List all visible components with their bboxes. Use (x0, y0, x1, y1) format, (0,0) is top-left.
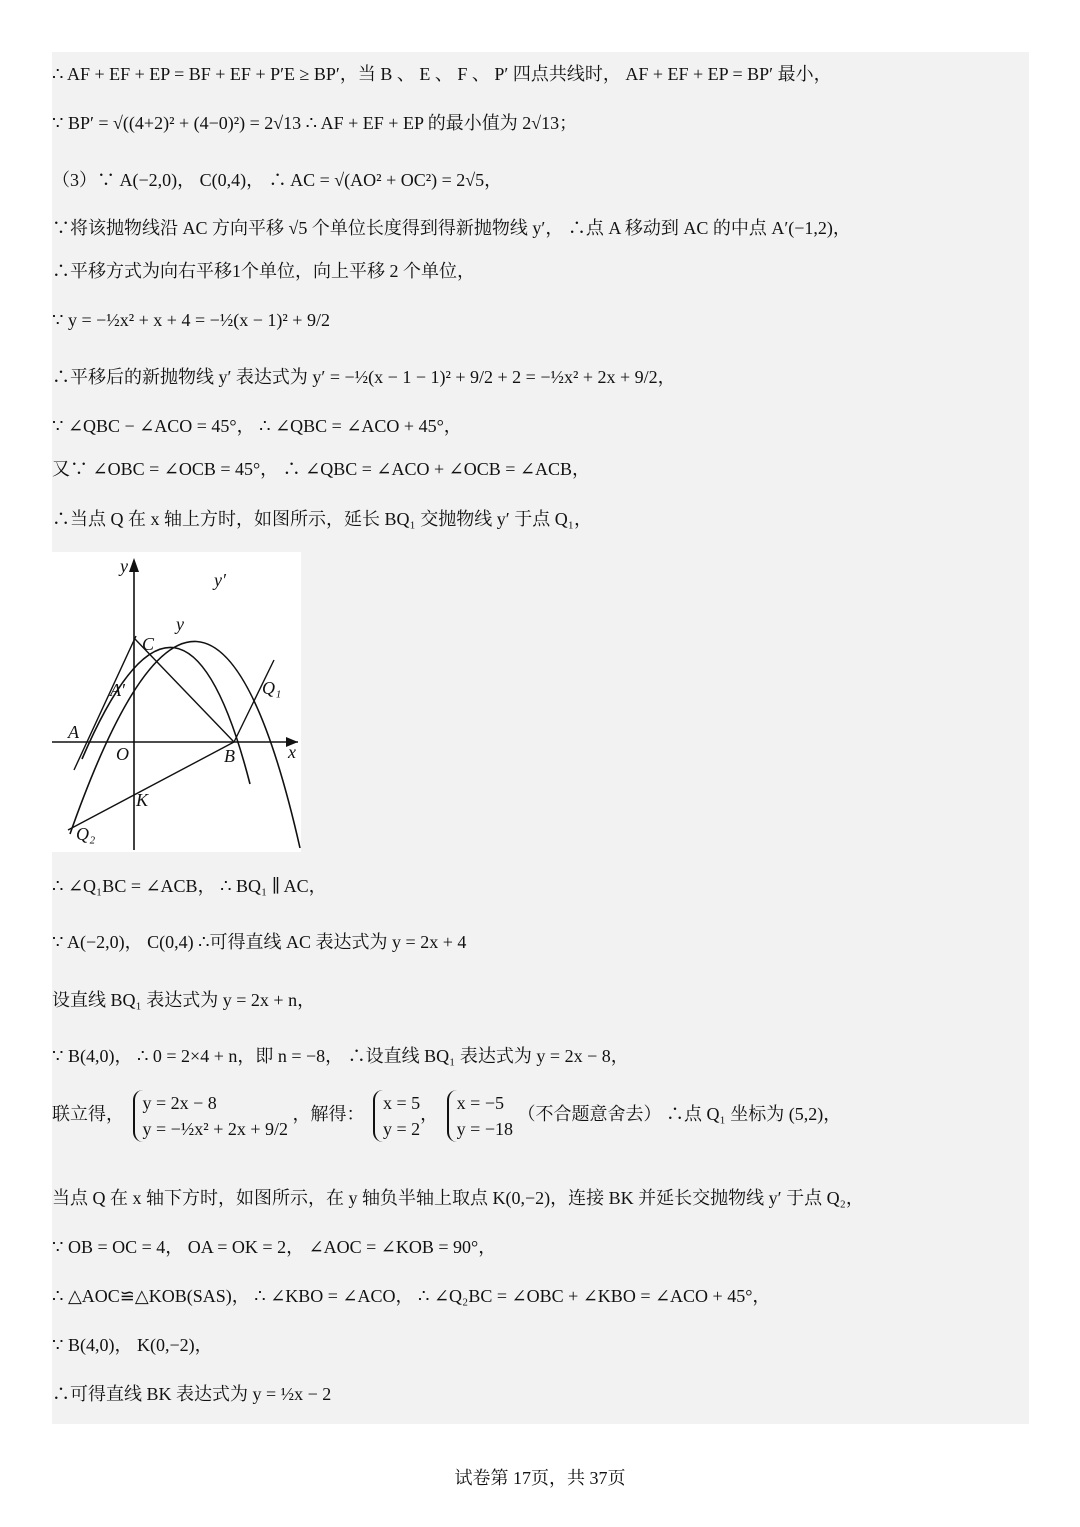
text-line-3: （3）∵ A(−2,0)， C(0,4)， ∴ AC = √(AO² + OC²) = 2√5， (52, 170, 503, 190)
label-c: C (142, 634, 155, 654)
solution-2-x: x = −5 (456, 1093, 504, 1113)
label-b: B (224, 746, 235, 766)
text-line-12: ∵ A(−2,0)， C(0,4) ∴可得直线 AC 表达式为 y = 2x + 4 (52, 932, 467, 952)
system-block: 联立得， y = 2x − 8 y = −½x² + 2x + 9/2 ，解得： x = 5 y = 2 ， x = −5 y = −18 （不合题意舍去） ∴点 Q₁ 坐标为 (5,2)， (52, 1090, 841, 1142)
label-q2: Q₂ (76, 824, 96, 844)
parabola-figure (52, 552, 301, 852)
label-q1: Q₁ (262, 678, 282, 698)
label-y-prime: y′ (214, 570, 226, 590)
solution-1-y: y = 2 (383, 1119, 421, 1139)
text-line-17: ∴ △AOC≌△KOB(SAS)， ∴ ∠KBO = ∠ACO， ∴ ∠Q₂BC = ∠OBC + ∠KBO = ∠ACO + 45°， (52, 1286, 771, 1306)
system-eq1: y = 2x − 8 (142, 1093, 217, 1113)
solution-note: （不合题意舍去） (517, 1104, 662, 1125)
text-line-8: ∵ ∠QBC − ∠ACO = 45°， ∴ ∠QBC = ∠ACO + 45°， (52, 416, 462, 436)
text-line-1: ∴ AF + EF + EP = BF + EF + P′E ≥ BP′，当 B 、 E 、 F 、 P′ 四点共线时， AF + EF + EP = BP′ 最小， (52, 64, 832, 84)
system-equations (133, 1090, 289, 1142)
label-k: K (136, 790, 149, 810)
label-x-axis: x (288, 742, 296, 762)
text-line-15: 当点 Q 在 x 轴下方时，如图所示，在 y 轴负半轴上取点 K(0,−2)，连接 BK 并延长交抛物线 y′ 于点 Q₂， (52, 1188, 864, 1208)
solution-1 (373, 1090, 420, 1142)
text-line-2: ∵ BP′ = √((4+2)² + (4−0)²) = 2√13 ∴ AF + EF + EP 的最小值为 2√13； (52, 113, 578, 133)
solution-conclusion: ∴点 Q₁ 坐标为 (5,2)， (665, 1104, 842, 1125)
label-o: O (116, 744, 129, 764)
page-footer: 试卷第 17页，共 37页 (454, 1468, 626, 1488)
text-line-16: ∵ OB = OC = 4， OA = OK = 2， ∠AOC = ∠KOB = 90°， (52, 1237, 497, 1257)
label-a-prime: A′ (110, 680, 125, 700)
text-line-10: ∴当点 Q 在 x 轴上方时，如图所示，延长 BQ₁ 交抛物线 y′ 于点 Q₁， (52, 509, 592, 529)
figure-svg (52, 552, 301, 852)
text-line-13: 设直线 BQ₁ 表达式为 y = 2x + n， (52, 990, 316, 1010)
line-bq1 (234, 660, 274, 742)
solution-1-x: x = 5 (383, 1093, 421, 1113)
label-y-curve: y (176, 614, 184, 634)
text-line-4: ∵将该抛物线沿 AC 方向平移 √5 个单位长度得到得新抛物线 y′， ∴点 A 移动到 AC 的中点 A′(−1,2)， (52, 218, 851, 238)
text-line-14: ∵ B(4,0)， ∴ 0 = 2×4 + n，即 n = −8， ∴设直线 BQ₁ 表达式为 y = 2x − 8， (52, 1046, 629, 1066)
text-line-19: ∴可得直线 BK 表达式为 y = ½x − 2 (52, 1384, 332, 1404)
text-line-7: ∴平移后的新抛物线 y′ 表达式为 y′ = −½(x − 1 − 1)² + 9/2 + 2 = −½x² + 2x + 9/2， (52, 367, 676, 387)
text-line-11: ∴ ∠Q₁BC = ∠ACB， ∴ BQ₁ ∥ AC， (52, 876, 327, 896)
text-line-18: ∵ B(4,0)， K(0,−2)， (52, 1335, 213, 1355)
solve-label: ，解得： (292, 1104, 365, 1125)
system-eq2: y = −½x² + 2x + 9/2 (142, 1119, 289, 1139)
solution-2-y: y = −18 (456, 1119, 513, 1139)
text-line-9: 又∵ ∠OBC = ∠OCB = 45°， ∴ ∠QBC = ∠ACO + ∠OCB = ∠ACB， (52, 459, 591, 479)
label-a: A (68, 722, 79, 742)
line-bq2 (68, 742, 234, 830)
y-axis-arrow (129, 558, 139, 572)
text-line-5: ∴平移方式为向右平移1个单位，向上平移 2 个单位， (52, 261, 475, 281)
label-y-axis: y (120, 556, 128, 576)
system-prefix: 联立得， (52, 1104, 124, 1125)
text-line-6: ∵ y = −½x² + x + 4 = −½(x − 1)² + 9/2 (52, 310, 330, 330)
solution-2 (447, 1090, 513, 1142)
parabola-y-prime (70, 641, 300, 848)
